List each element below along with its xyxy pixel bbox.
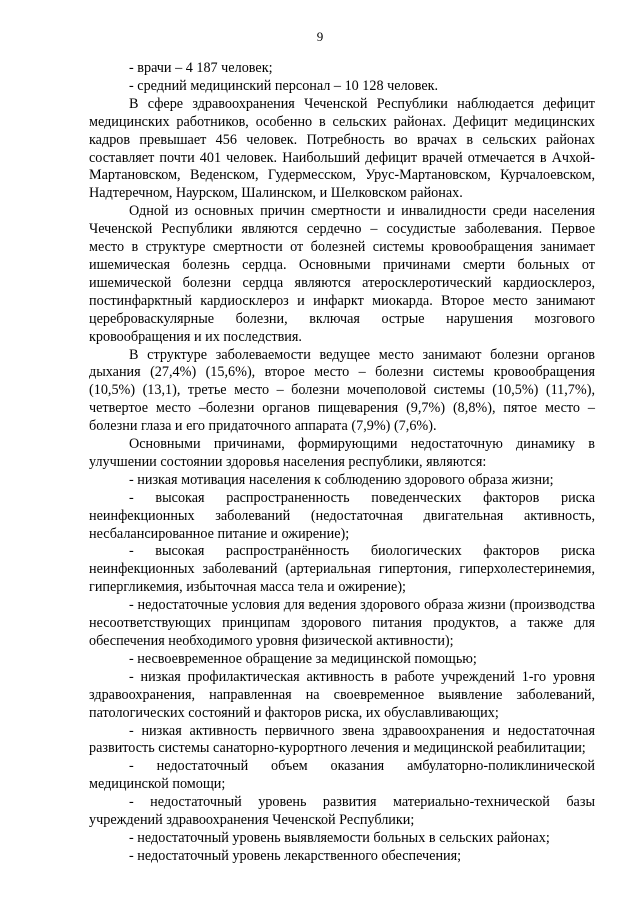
list-item: - недостаточные условия для ведения здорового образа жизни (производства несоответствующих принципам здорового питания продуктов, а также для обеспечения необходимого уровня физической активности); [89, 597, 595, 649]
paragraph-doctors-count: - врачи – 4 187 человек; [129, 60, 273, 76]
list-item: - низкая мотивация населения к соблюдению здорового образа жизни; [129, 471, 554, 488]
list-item: - низкая профилактическая активность в работе учреждений 1-го уровня здравоохранения, направленная на своевременное выявление заболеваний, патологических состояний и факторов риска, их обуславливающих; [89, 668, 595, 721]
paragraph-morbidity-structure: В структуре заболеваемости ведущее место занимают болезни органов дыхания (27,4%) (15,6%), второе место – болезни системы кровообращения (10,5%) (13,1), третье место – болезни мочеполовой системы (10,5%) (11,7%), четвертое место –болезни органов пищеварения (9,7%) (8,8%), пятое место – болезни глаза и его придаточного аппарата (7,9%) (7,6%). [89, 346, 595, 435]
list-item: - недостаточный уровень развития материально-технической базы учреждений здравоохранения Чеченской Республики; [89, 794, 595, 829]
paragraph-cardiovascular: Одной из основных причин смертности и инвалидности среди населения Чеченской Республики являются сердечно – сосудистые заболевания. Первое место в структуре смертности от болезней системы кровообращения занимает ишемическая болезнь сердца. Основными причинами смерти больных от ишемической болезни сердца являются атеросклеротический кардиосклероз, постинфарктный кардиосклероз и инфаркт миокарда. Второе место занимают цереброваскулярные болезни, включая острые нарушения мозгового кровообращения и их последствия. [89, 203, 595, 345]
list-item: - недостаточный уровень выявляемости больных в сельских районах; [129, 829, 550, 846]
page-number: 9 [316, 29, 324, 44]
list-item: - недостаточный объем оказания амбулаторно-поликлинической медицинской помощи; [89, 758, 595, 793]
list-item: - высокая распространенность поведенческих факторов риска неинфекционных заболеваний (недостаточная двигательная активность, несбалансированное питание и ожирение); [89, 489, 595, 542]
list-item: - несвоевременное обращение за медицинской помощью; [129, 650, 477, 667]
paragraph-staff-deficit: В сфере здравоохранения Чеченской Республики наблюдается дефицит медицинских работников, особенно в сельских районах. Дефицит медицинских кадров превышает 456 человек. Потребность во врачах в сельских районах составляет почти 401 человек. Наибольший дефицит врачей отмечается в Ачхой-Мартановском, Веденском, Гудермесском, Урус-Мартановском, Курчалоевском, Надтеречном, Наурском, Шалинском, и Шелковском районах. [89, 95, 595, 202]
list-item: - низкая активность первичного звена здравоохранения и недостаточная развитость системы санаторно-курортного лечения и медицинской реабилитации; [89, 722, 595, 757]
list-item: - высокая распространённость биологических факторов риска неинфекционных заболеваний (артериальная гипертония, гиперхолестеринемия, гипергликемия, избыточная масса тела и ожирение); [89, 543, 595, 596]
document-body [89, 60, 595, 866]
paragraph-nurses-count: - средний медицинский персонал – 10 128 человек. [129, 77, 439, 94]
list-item: - недостаточный уровень лекарственного обеспечения; [129, 847, 462, 864]
paragraph-main-causes-intro: Основными причинами, формирующими недостаточную динамику в улучшении состоянии здоровья населения республики, являются: [89, 436, 595, 470]
